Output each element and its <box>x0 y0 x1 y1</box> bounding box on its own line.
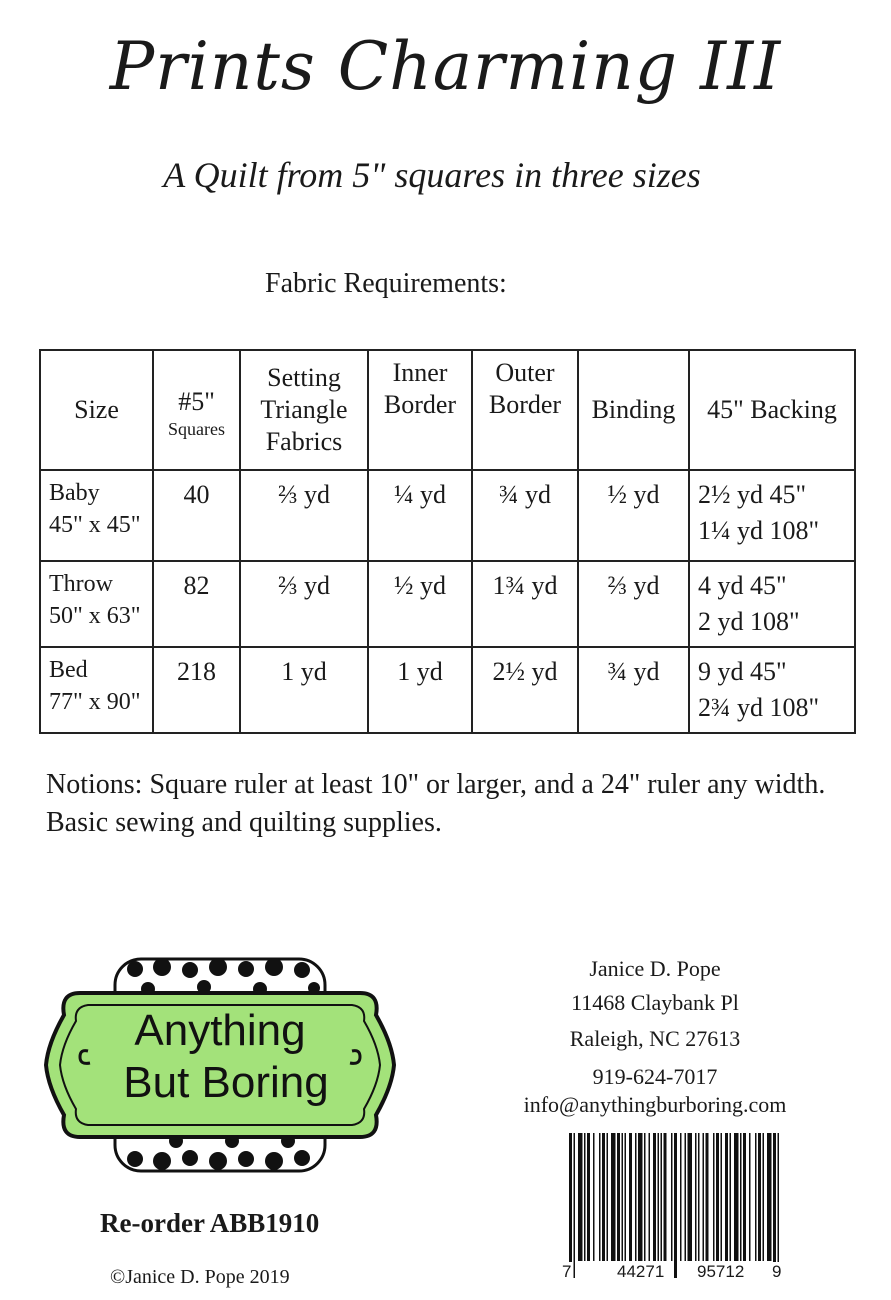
barcode <box>567 1133 783 1278</box>
barcode-group-left: 44271 <box>617 1262 665 1281</box>
barcode-bar <box>695 1133 697 1261</box>
barcode-bar <box>713 1133 715 1261</box>
barcode-bar <box>587 1133 590 1261</box>
barcode-bar <box>763 1133 765 1261</box>
barcode-bar <box>688 1133 693 1261</box>
size-cell: Bed 77" x 90" <box>40 647 153 733</box>
barcode-digit-last: 9 <box>772 1262 782 1281</box>
table-row <box>40 647 855 733</box>
contact-name: Janice D. Pope <box>589 956 721 981</box>
barcode-bar <box>569 1133 572 1278</box>
barcode-bar <box>698 1133 700 1261</box>
contact-city: Raleigh, NC 27613 <box>569 1026 741 1051</box>
binding-cell: ¾ yd <box>578 647 689 733</box>
backing-cell: 2½ yd 45" 1¼ yd 108" <box>689 470 855 561</box>
copyright-text: ©Janice D. Pope 2019 <box>110 1266 290 1288</box>
outer-border-cell: 1¾ yd <box>472 561 578 647</box>
barcode-bar <box>773 1133 776 1278</box>
logo-line2: But Boring <box>123 1058 329 1107</box>
barcode-bar <box>593 1133 595 1261</box>
header-inner-border: Inner Border <box>368 350 472 470</box>
table-row <box>40 470 855 561</box>
barcode-bar <box>617 1133 620 1261</box>
barcode-bar <box>611 1133 616 1261</box>
barcode-bar <box>574 1133 576 1278</box>
barcode-bar <box>778 1133 780 1278</box>
barcode-bar <box>740 1133 742 1261</box>
barcode-bar <box>661 1133 663 1261</box>
pattern-subtitle: A Quilt from 5" squares in three sizes <box>163 155 701 195</box>
contact-block <box>500 952 810 1122</box>
backing-cell: 9 yd 45" 2¾ yd 108" <box>689 647 855 733</box>
inner-border-cell: ¼ yd <box>368 470 472 561</box>
barcode-bar <box>664 1133 667 1261</box>
barcode-bar <box>703 1133 705 1261</box>
barcode-bar <box>602 1133 605 1261</box>
backing-cell: 4 yd 45" 2 yd 108" <box>689 561 855 647</box>
binding-cell: ½ yd <box>578 470 689 561</box>
squares-cell: 40 <box>153 470 240 561</box>
setting-cell: ⅔ yd <box>240 561 368 647</box>
barcode-bar <box>649 1133 651 1261</box>
barcode-bar <box>674 1133 677 1278</box>
barcode-bar <box>758 1133 761 1261</box>
setting-cell: 1 yd <box>240 647 368 733</box>
contact-phone: 919-624-7017 <box>592 1064 718 1089</box>
barcode-digit-first: 7 <box>562 1262 572 1281</box>
barcode-bar <box>607 1133 609 1261</box>
inner-border-cell: 1 yd <box>368 647 472 733</box>
barcode-bar <box>716 1133 719 1261</box>
barcode-group-right: 95712 <box>697 1262 745 1281</box>
barcode-bar <box>706 1133 709 1261</box>
size-cell: Throw 50" x 63" <box>40 561 153 647</box>
barcode-bar <box>653 1133 656 1261</box>
inner-border-cell: ½ yd <box>368 561 472 647</box>
barcode-bar <box>658 1133 660 1261</box>
header-backing: 45" Backing <box>689 350 855 470</box>
barcode-bar <box>599 1133 601 1261</box>
reorder-number: Re-order ABB1910 <box>100 1208 320 1238</box>
barcode-bar <box>629 1133 632 1261</box>
barcode-bar <box>730 1133 732 1261</box>
header-squares: #5" Squares <box>153 350 240 470</box>
barcode-bar <box>767 1133 772 1261</box>
table-header-row <box>40 350 855 470</box>
logo-line1: Anything <box>134 1006 306 1055</box>
barcode-bar <box>721 1133 723 1261</box>
barcode-bar <box>625 1133 627 1261</box>
header-binding: Binding <box>578 350 689 470</box>
setting-cell: ⅔ yd <box>240 470 368 561</box>
fabric-requirements-heading: Fabric Requirements: <box>265 268 507 299</box>
barcode-bar <box>680 1133 682 1261</box>
size-cell: Baby 45" x 45" <box>40 470 153 561</box>
barcode-bar <box>578 1133 583 1261</box>
fabric-requirements-table <box>39 349 856 734</box>
table-row <box>40 561 855 647</box>
contact-street: 11468 Claybank Pl <box>571 990 739 1015</box>
header-setting-triangle: Setting Triangle Fabrics <box>240 350 368 470</box>
barcode-bar <box>685 1133 687 1261</box>
contact-email: info@anythingburboring.com <box>523 1092 787 1117</box>
squares-cell: 218 <box>153 647 240 733</box>
header-size: Size <box>40 350 153 470</box>
anything-but-boring-logo <box>40 955 400 1175</box>
barcode-bar <box>671 1133 673 1261</box>
notions-text: Notions: Square ruler at least 10" or larger, and a 24" ruler any width. Basic sewing and quilting supplies. <box>46 769 826 838</box>
squares-cell: 82 <box>153 561 240 647</box>
barcode-bar <box>725 1133 728 1261</box>
barcode-bar <box>638 1133 643 1261</box>
outer-border-cell: 2½ yd <box>472 647 578 733</box>
barcode-bar <box>743 1133 746 1261</box>
outer-border-cell: ¾ yd <box>472 470 578 561</box>
pattern-title: Prints Charming III <box>109 28 782 105</box>
header-outer-border: Outer Border <box>472 350 578 470</box>
barcode-bar <box>749 1133 751 1261</box>
binding-cell: ⅔ yd <box>578 561 689 647</box>
barcode-bar <box>635 1133 637 1261</box>
barcode-bar <box>734 1133 739 1261</box>
barcode-bar <box>622 1133 624 1261</box>
barcode-bar <box>755 1133 757 1261</box>
barcode-bar <box>644 1133 646 1261</box>
barcode-bar <box>584 1133 586 1261</box>
